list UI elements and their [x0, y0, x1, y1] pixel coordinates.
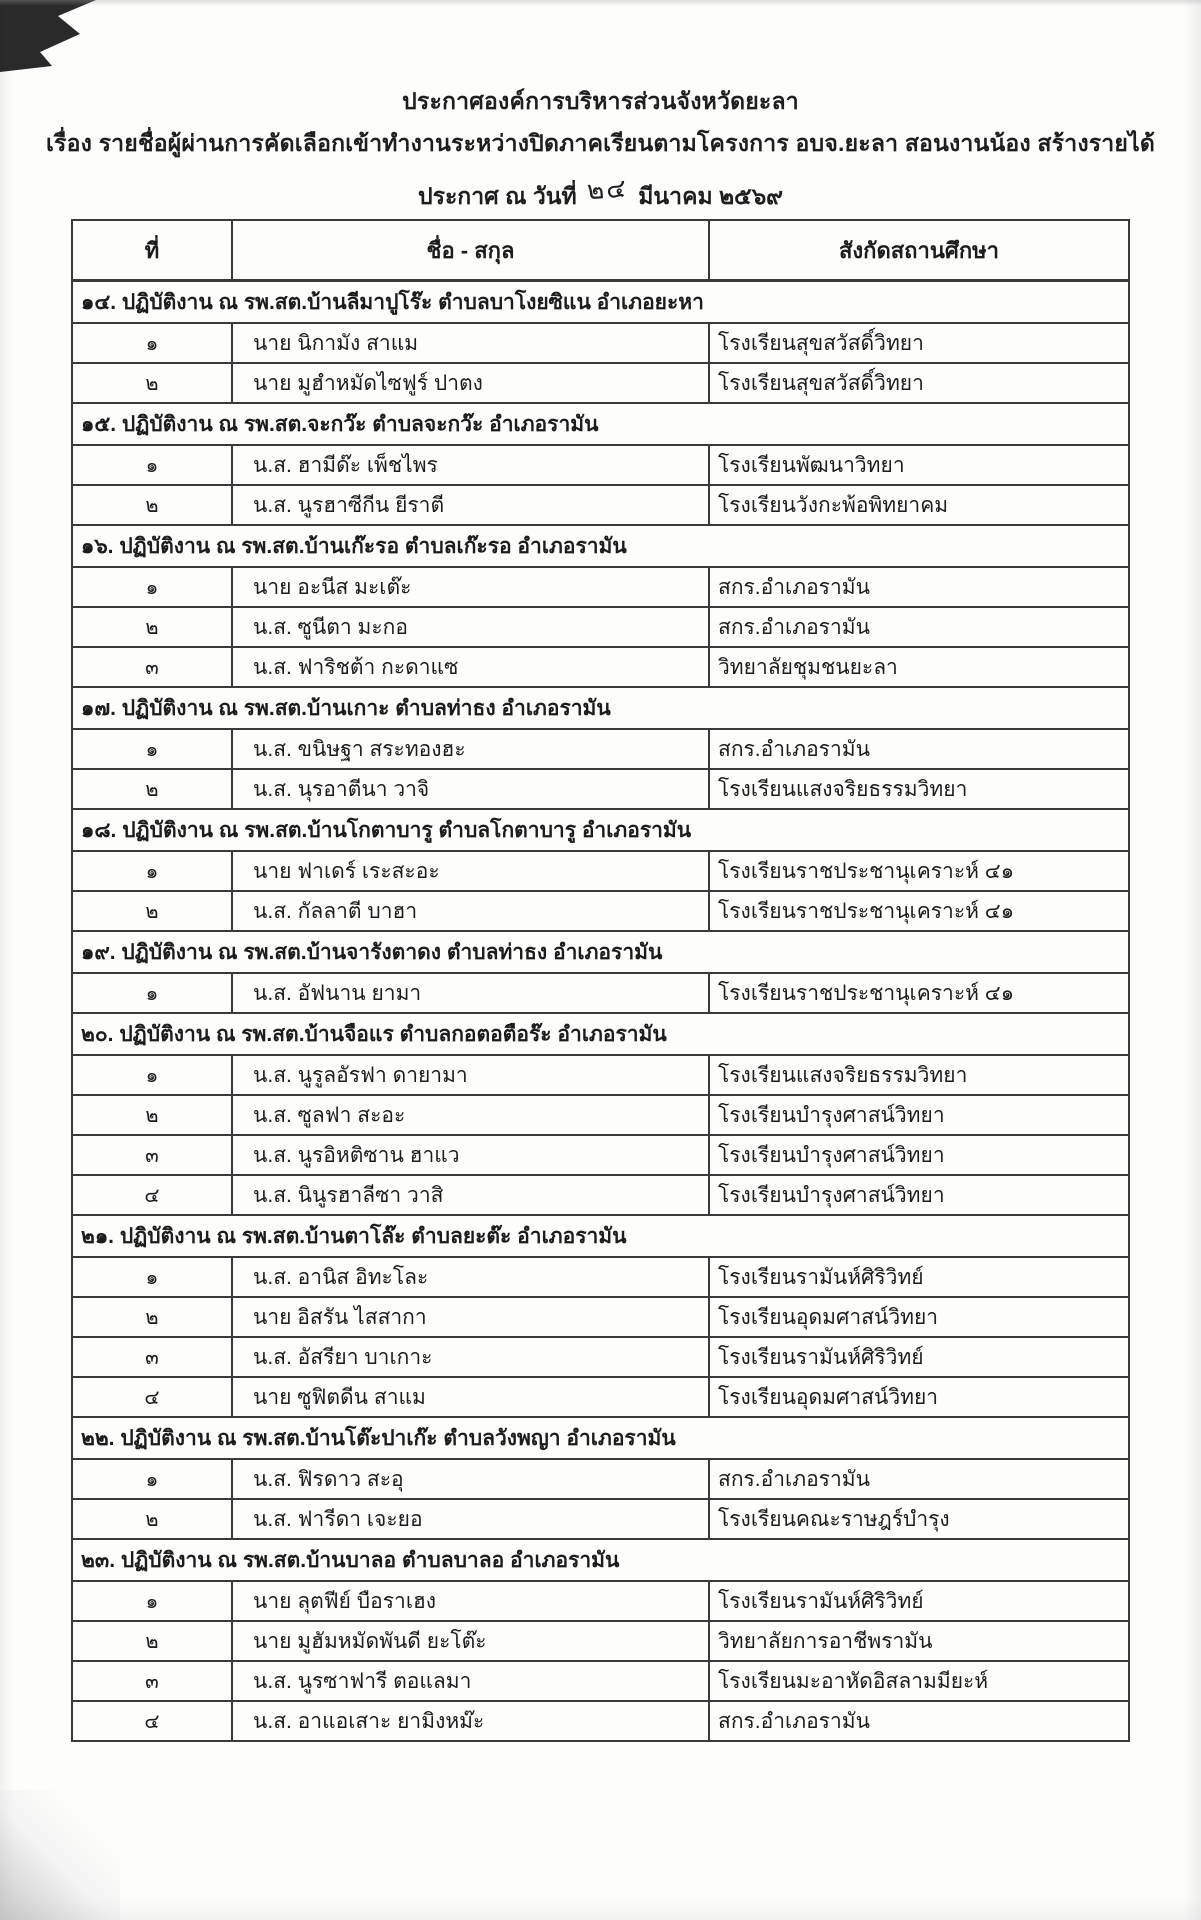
school-name: โรงเรียนสุขสวัสดิ์วิทยา	[709, 323, 1129, 363]
row-number: ๓	[72, 647, 232, 687]
section-header-text: ๑๕. ปฏิบัติงาน ณ รพ.สต.จะกว๊ะ ตำบลจะกว๊ะ อำเภอรามัน	[72, 403, 1129, 445]
person-name: นาย นิกามัง สาแม	[232, 323, 709, 363]
school-name: โรงเรียนรามันห์ศิริวิทย์	[709, 1337, 1129, 1377]
section-header-row	[72, 687, 1129, 729]
table-row	[72, 445, 1129, 485]
person-name: น.ส. อัฟนาน ยามา	[232, 973, 709, 1013]
table-row	[72, 769, 1129, 809]
row-number: ๒	[72, 891, 232, 931]
section-header-row	[72, 403, 1129, 445]
school-name: โรงเรียนอุดมศาสน์วิทยา	[709, 1377, 1129, 1417]
column-header-number: ที่	[72, 220, 232, 281]
school-name: สกร.อำเภอรามัน	[709, 567, 1129, 607]
section-header-text: ๑๗. ปฏิบัติงาน ณ รพ.สต.บ้านเกาะ ตำบลท่าธง อำเภอรามัน	[72, 687, 1129, 729]
person-name: นาย ซูฟิตดีน สาแม	[232, 1377, 709, 1417]
row-number: ๒	[72, 607, 232, 647]
section-header-row	[72, 1539, 1129, 1581]
table-row	[72, 1701, 1129, 1741]
school-name: โรงเรียนมะอาหัดอิสลามมียะห์	[709, 1661, 1129, 1701]
column-header-name: ชื่อ - สกุล	[232, 220, 709, 281]
person-name: น.ส. อาแอเสาะ ยามิงหม๊ะ	[232, 1701, 709, 1741]
table-header-row	[72, 220, 1129, 281]
school-name: สกร.อำเภอรามัน	[709, 1459, 1129, 1499]
table-row	[72, 323, 1129, 363]
school-name: โรงเรียนคณะราษฎร์บำรุง	[709, 1499, 1129, 1539]
scan-artifact-bottom-smudge	[0, 1790, 120, 1920]
table-row	[72, 973, 1129, 1013]
section-header-text: ๑๔. ปฏิบัติงาน ณ รพ.สต.บ้านลีมาปูโร๊ะ ตำบลบาโงยซิแน อำเภอยะหา	[72, 281, 1129, 324]
school-name: โรงเรียนรามันห์ศิริวิทย์	[709, 1581, 1129, 1621]
person-name: น.ส. นูรูลอัรฟา ดายามา	[232, 1055, 709, 1095]
person-name: นาย มูฮัมหมัดพันดี ยะโต๊ะ	[232, 1621, 709, 1661]
table-row	[72, 567, 1129, 607]
school-name: สกร.อำเภอรามัน	[709, 607, 1129, 647]
person-name: นาย อะนีส มะเต๊ะ	[232, 567, 709, 607]
document-header	[0, 90, 1201, 216]
table-row	[72, 363, 1129, 403]
section-header-row	[72, 1417, 1129, 1459]
person-name: น.ส. ฮามีด๊ะ เพ็ชไพร	[232, 445, 709, 485]
table-row	[72, 647, 1129, 687]
table-row	[72, 729, 1129, 769]
school-name: สกร.อำเภอรามัน	[709, 729, 1129, 769]
row-number: ๒	[72, 1095, 232, 1135]
row-number: ๑	[72, 1581, 232, 1621]
school-name: โรงเรียนราชประชานุเคราะห์ ๔๑	[709, 973, 1129, 1013]
section-header-text: ๑๙. ปฏิบัติงาน ณ รพ.สต.บ้านจารังตาดง ตำบลท่าธง อำเภอรามัน	[72, 931, 1129, 973]
announcement-date-line	[0, 172, 1201, 216]
table-row	[72, 1095, 1129, 1135]
table-row	[72, 1459, 1129, 1499]
school-name: โรงเรียนบำรุงศาสน์วิทยา	[709, 1095, 1129, 1135]
school-name: โรงเรียนรามันห์ศิริวิทย์	[709, 1257, 1129, 1297]
person-name: น.ส. อัสรียา บาเกาะ	[232, 1337, 709, 1377]
document-title: ประกาศองค์การบริหารส่วนจังหวัดยะลา	[402, 88, 799, 114]
roster-table-body	[72, 281, 1129, 1742]
school-name: โรงเรียนราชประชานุเคราะห์ ๔๑	[709, 891, 1129, 931]
person-name: น.ส. ฟารีดา เจะยอ	[232, 1499, 709, 1539]
school-name: โรงเรียนสุขสวัสดิ์วิทยา	[709, 363, 1129, 403]
person-name: นาย มูฮำหมัดไซฟูร์ ปาตง	[232, 363, 709, 403]
table-row	[72, 1055, 1129, 1095]
handwritten-day-number: ๒๔	[586, 172, 629, 206]
section-header-text: ๒๓. ปฏิบัติงาน ณ รพ.สต.บ้านบาลอ ตำบลบาลอ อำเภอรามัน	[72, 1539, 1129, 1581]
row-number: ๑	[72, 567, 232, 607]
row-number: ๒	[72, 1499, 232, 1539]
roster-table	[71, 219, 1130, 1742]
table-row	[72, 1337, 1129, 1377]
scan-artifact-top-edge	[0, 0, 1201, 6]
person-name: น.ส. นูรอิหติซาน ฮาแว	[232, 1135, 709, 1175]
table-row	[72, 851, 1129, 891]
table-row	[72, 1257, 1129, 1297]
date-suffix: มีนาคม ๒๕๖๙	[638, 183, 784, 209]
person-name: นาย อิสรัน ไสสากา	[232, 1297, 709, 1337]
person-name: นาย ฟาเดร์ เระสะอะ	[232, 851, 709, 891]
person-name: น.ส. กัลลาตี บาฮา	[232, 891, 709, 931]
school-name: วิทยาลัยชุมชนยะลา	[709, 647, 1129, 687]
school-name: สกร.อำเภอรามัน	[709, 1701, 1129, 1741]
table-row	[72, 1499, 1129, 1539]
school-name: โรงเรียนอุดมศาสน์วิทยา	[709, 1297, 1129, 1337]
column-header-school: สังกัดสถานศึกษา	[709, 220, 1129, 281]
person-name: น.ส. นินูรฮาลีซา วาสิ	[232, 1175, 709, 1215]
row-number: ๑	[72, 1257, 232, 1297]
section-header-row	[72, 1215, 1129, 1257]
table-row	[72, 1377, 1129, 1417]
row-number: ๓	[72, 1661, 232, 1701]
row-number: ๒	[72, 1297, 232, 1337]
person-name: น.ส. นูรซาฟารี ตอแลมา	[232, 1661, 709, 1701]
section-header-row	[72, 931, 1129, 973]
table-row	[72, 1297, 1129, 1337]
table-row	[72, 1581, 1129, 1621]
section-header-text: ๑๖. ปฏิบัติงาน ณ รพ.สต.บ้านเก๊ะรอ ตำบลเก๊ะรอ อำเภอรามัน	[72, 525, 1129, 567]
table-row	[72, 1621, 1129, 1661]
row-number: ๑	[72, 729, 232, 769]
school-name: โรงเรียนราชประชานุเคราะห์ ๔๑	[709, 851, 1129, 891]
person-name: น.ส. ฟิรดาว สะอุ	[232, 1459, 709, 1499]
person-name: น.ส. นุรอาตีนา วาจิ	[232, 769, 709, 809]
scan-artifact-corner-blob	[0, 0, 100, 72]
person-name: น.ส. อานิส อิทะโละ	[232, 1257, 709, 1297]
section-header-row	[72, 1013, 1129, 1055]
table-row	[72, 485, 1129, 525]
row-number: ๑	[72, 1459, 232, 1499]
school-name: โรงเรียนแสงจริยธรรมวิทยา	[709, 769, 1129, 809]
section-header-text: ๑๘. ปฏิบัติงาน ณ รพ.สต.บ้านโกตาบารู ตำบลโกตาบารู อำเภอรามัน	[72, 809, 1129, 851]
row-number: ๔	[72, 1701, 232, 1741]
row-number: ๑	[72, 323, 232, 363]
person-name: น.ส. นูรฮาซีกีน ยีราตี	[232, 485, 709, 525]
school-name: โรงเรียนบำรุงศาสน์วิทยา	[709, 1175, 1129, 1215]
row-number: ๒	[72, 769, 232, 809]
school-name: วิทยาลัยการอาชีพรามัน	[709, 1621, 1129, 1661]
person-name: น.ส. ขนิษฐา สระทองฮะ	[232, 729, 709, 769]
section-header-text: ๒๒. ปฏิบัติงาน ณ รพ.สต.บ้านโต๊ะปาเก๊ะ ตำบลวังพญา อำเภอรามัน	[72, 1417, 1129, 1459]
row-number: ๑	[72, 445, 232, 485]
section-header-text: ๒๑. ปฏิบัติงาน ณ รพ.สต.บ้านตาโล๊ะ ตำบลยะต๊ะ อำเภอรามัน	[72, 1215, 1129, 1257]
school-name: โรงเรียนแสงจริยธรรมวิทยา	[709, 1055, 1129, 1095]
person-name: น.ส. ซูลฟา สะอะ	[232, 1095, 709, 1135]
row-number: ๑	[72, 973, 232, 1013]
table-row	[72, 1175, 1129, 1215]
row-number: ๓	[72, 1135, 232, 1175]
row-number: ๑	[72, 1055, 232, 1095]
school-name: โรงเรียนพัฒนาวิทยา	[709, 445, 1129, 485]
section-header-row	[72, 525, 1129, 567]
school-name: โรงเรียนบำรุงศาสน์วิทยา	[709, 1135, 1129, 1175]
table-row	[72, 607, 1129, 647]
row-number: ๔	[72, 1377, 232, 1417]
document-subject: เรื่อง รายชื่อผู้ผ่านการคัดเลือกเข้าทำงานระหว่างปิดภาคเรียนตามโครงการ อบจ.ยะลา สอนงานน้อง สร้างรายได้	[45, 130, 1156, 156]
table-row	[72, 1135, 1129, 1175]
row-number: ๓	[72, 1337, 232, 1377]
person-name: น.ส. ฟาริชต้า กะดาแซ	[232, 647, 709, 687]
section-header-row	[72, 809, 1129, 851]
row-number: ๒	[72, 363, 232, 403]
date-prefix: ประกาศ ณ วันที่	[417, 183, 577, 209]
table-row	[72, 1661, 1129, 1701]
person-name: นาย ลุตฟีย์ บือราเฮง	[232, 1581, 709, 1621]
row-number: ๒	[72, 1621, 232, 1661]
row-number: ๒	[72, 485, 232, 525]
row-number: ๔	[72, 1175, 232, 1215]
section-header-row	[72, 281, 1129, 324]
school-name: โรงเรียนวังกะพ้อพิทยาคม	[709, 485, 1129, 525]
table-row	[72, 891, 1129, 931]
section-header-text: ๒๐. ปฏิบัติงาน ณ รพ.สต.บ้านจือแร ตำบลกอตอตือร๊ะ อำเภอรามัน	[72, 1013, 1129, 1055]
row-number: ๑	[72, 851, 232, 891]
person-name: น.ส. ซูนีตา มะกอ	[232, 607, 709, 647]
